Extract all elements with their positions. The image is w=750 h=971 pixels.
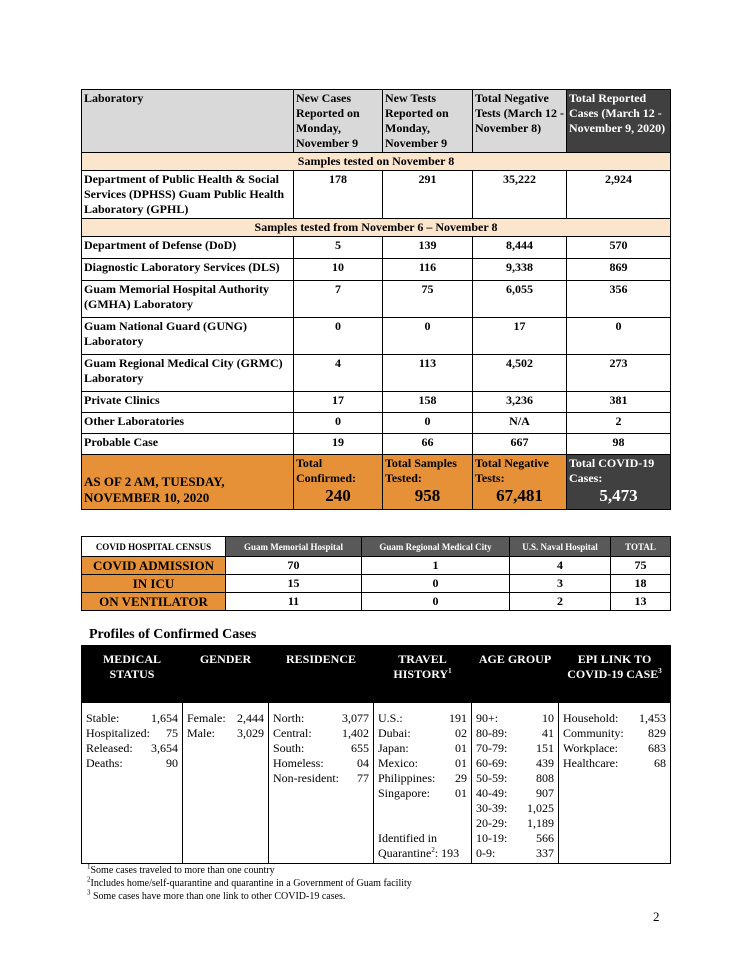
table-row <box>82 434 671 455</box>
header-residence: RESIDENCE <box>269 646 374 703</box>
total-confirmed-value: 240 <box>325 486 351 505</box>
footnote: $^1$Some cases traveled to more than one country <box>87 862 275 876</box>
epi-header-text: EPI LINK TO COVID-19 CASE <box>567 652 659 681</box>
total-cases-label: Total COVID-19 Cases: <box>569 456 655 485</box>
travel-history-cell <box>374 703 472 864</box>
total-samples-value: 958 <box>414 486 441 505</box>
header-travel-history <box>374 646 472 703</box>
quarantine-line1: Identified in <box>378 831 437 845</box>
laboratory-table <box>81 89 671 510</box>
lab-table-header <box>82 90 671 153</box>
lab-name: Guam Regional Medical City (GRMC) Laboratory <box>82 355 294 392</box>
totals-row <box>82 455 671 510</box>
list-item: 20-29: 1,189 <box>476 816 554 830</box>
new-cases-cell: 5 <box>294 237 383 259</box>
header-new-cases: New Cases Reported on Monday, November 9 <box>294 90 383 153</box>
list-item: Japan: 01 <box>378 741 467 755</box>
table-row <box>82 237 671 259</box>
table-row <box>82 355 671 392</box>
list-item: 40-49: 907 <box>476 786 554 800</box>
age-group-cell <box>472 703 559 864</box>
list-item: Homeless: 04 <box>273 756 369 770</box>
list-item: Healthcare: 68 <box>563 756 666 770</box>
page-number: 2 <box>653 909 660 924</box>
list-item: Male: 3,029 <box>187 726 264 740</box>
list-item: 80-89: 41 <box>476 726 554 740</box>
reported-cases-cell: 381 <box>567 392 671 413</box>
list-item: Mexico: 01 <box>378 756 467 770</box>
new-tests-cell: 158 <box>383 392 473 413</box>
table-row <box>82 318 671 355</box>
header-epi-link <box>559 646 671 703</box>
hospital-census-table <box>81 536 671 611</box>
list-item: Philippines: 29 <box>378 771 467 785</box>
list-item: 30-39: 1,025 <box>476 801 554 815</box>
profiles-title: Profiles of Confirmed Cases <box>89 627 257 642</box>
epi-link-cell <box>559 703 671 864</box>
reported-cases-cell: 869 <box>567 259 671 281</box>
census-row <box>82 557 671 575</box>
census-header <box>82 537 671 557</box>
negative-tests-cell: 3,236 <box>473 392 567 413</box>
medical-status-cell <box>82 703 183 864</box>
new-tests-cell: 113 <box>383 355 473 392</box>
reported-cases-cell: 2 <box>567 413 671 434</box>
as-of-date: AS OF 2 AM, TUESDAY, NOVEMBER 10, 2020 <box>82 455 294 510</box>
reported-cases-cell: 273 <box>567 355 671 392</box>
total-cases <box>567 455 671 510</box>
census-cell: 75 <box>611 557 671 575</box>
table-row <box>82 392 671 413</box>
census-row <box>82 575 671 593</box>
negative-tests-cell: 17 <box>473 318 567 355</box>
negative-tests-cell: 4,502 <box>473 355 567 392</box>
list-item: Released: 3,654 <box>86 741 178 755</box>
census-cell: 2 <box>510 593 611 611</box>
section-heading: Samples tested on November 8 <box>82 153 671 171</box>
census-header-grmc: Guam Regional Medical City <box>362 537 510 557</box>
new-cases-cell: 19 <box>294 434 383 455</box>
new-tests-cell: 116 <box>383 259 473 281</box>
list-item: Deaths: 90 <box>86 756 178 770</box>
census-header-usnh: U.S. Naval Hospital <box>510 537 611 557</box>
lab-name: Guam Memorial Hospital Authority (GMHA) Laboratory <box>82 281 294 318</box>
new-cases-cell: 10 <box>294 259 383 281</box>
census-cell: 3 <box>510 575 611 593</box>
header-total-negative: Total Negative Tests (March 12 - November 8) <box>473 90 567 153</box>
census-cell: 0 <box>362 593 510 611</box>
list-item: Household: 1,453 <box>563 711 666 725</box>
list-item: U.S.: 191 <box>378 711 467 725</box>
footnote: $^2$Includes home/self-quarantine and quarantine in a Government of Guam facility <box>87 875 412 889</box>
list-item: Workplace: 683 <box>563 741 666 755</box>
list-item: North: 3,077 <box>273 711 369 725</box>
census-title: COVID HOSPITAL CENSUS <box>82 537 226 557</box>
new-cases-cell: 0 <box>294 318 383 355</box>
reported-cases-cell: 98 <box>567 434 671 455</box>
list-item: Dubai: 02 <box>378 726 467 740</box>
new-cases-cell: 4 <box>294 355 383 392</box>
new-tests-cell: 0 <box>383 413 473 434</box>
list-item: 90+: 10 <box>476 711 554 725</box>
travel-header-text: TRAVEL HISTORY <box>393 652 449 681</box>
header-age-group: AGE GROUP <box>472 646 559 703</box>
census-cell: 18 <box>611 575 671 593</box>
new-cases-cell: 7 <box>294 281 383 318</box>
census-cell: 1 <box>362 557 510 575</box>
footnotes <box>87 864 412 903</box>
negative-tests-cell: 6,055 <box>473 281 567 318</box>
lab-name: Guam National Guard (GUNG) Laboratory <box>82 318 294 355</box>
list-item: 0-9: 337 <box>476 846 554 860</box>
table-row <box>82 413 671 434</box>
census-cell: 70 <box>226 557 362 575</box>
total-cases-value: 5,473 <box>599 486 638 505</box>
census-cell: 4 <box>510 557 611 575</box>
list-item: 50-59: 808 <box>476 771 554 785</box>
census-row-label: COVID ADMISSION <box>82 557 226 575</box>
lab-name: Probable Case <box>82 434 294 455</box>
list-item: South: 655 <box>273 741 369 755</box>
total-negative <box>473 455 567 510</box>
total-confirmed <box>294 455 383 510</box>
list-item: Central: 1,402 <box>273 726 369 740</box>
list-item: Singapore: 01 <box>378 786 467 800</box>
census-row-label: ON VENTILATOR <box>82 593 226 611</box>
new-tests-cell: 0 <box>383 318 473 355</box>
residence-cell <box>269 703 374 864</box>
census-cell: 13 <box>611 593 671 611</box>
lab-name: Diagnostic Laboratory Services (DLS) <box>82 259 294 281</box>
lab-name: Private Clinics <box>82 392 294 413</box>
census-row-label: IN ICU <box>82 575 226 593</box>
quarantine-line2: Quarantine$^2$: 193 <box>378 846 460 860</box>
new-tests-cell: 66 <box>383 434 473 455</box>
census-cell: 0 <box>362 575 510 593</box>
census-cell: 15 <box>226 575 362 593</box>
total-samples <box>383 455 473 510</box>
census-header-total: TOTAL <box>611 537 671 557</box>
negative-tests-cell: 9,338 <box>473 259 567 281</box>
table-row <box>82 171 671 219</box>
profiles-body <box>82 703 671 864</box>
total-negative-value: 67,481 <box>496 486 543 505</box>
list-item: Non-resident: 77 <box>273 771 369 785</box>
footnote-ref: 3 <box>658 667 662 675</box>
reported-cases-cell: 570 <box>567 237 671 259</box>
negative-tests-cell: 35,222 <box>473 171 567 219</box>
profiles-header <box>82 646 671 703</box>
header-laboratory: Laboratory <box>82 90 294 153</box>
lab-name: Other Laboratories <box>82 413 294 434</box>
census-header-gmh: Guam Memorial Hospital <box>226 537 362 557</box>
total-confirmed-label: Total Confirmed: <box>296 456 356 485</box>
census-row <box>82 593 671 611</box>
header-gender: GENDER <box>183 646 269 703</box>
list-item: 10-19: 566 <box>476 831 554 845</box>
new-cases-cell: 17 <box>294 392 383 413</box>
list-item: 70-79: 151 <box>476 741 554 755</box>
gender-cell <box>183 703 269 864</box>
footnote: $^3$ Some cases have more than one link to other COVID-19 cases. <box>87 888 346 902</box>
header-medical-status: MEDICAL STATUS <box>82 646 183 703</box>
header-total-reported: Total Reported Cases (March 12 - November 9, 2020) <box>567 90 671 153</box>
footnote-ref: 2 <box>431 846 435 854</box>
section-heading: Samples tested from November 6 – November 8 <box>82 219 671 237</box>
reported-cases-cell: 0 <box>567 318 671 355</box>
census-cell: 11 <box>226 593 362 611</box>
new-tests-cell: 291 <box>383 171 473 219</box>
total-samples-label: Total Samples Tested: <box>385 456 457 485</box>
list-item: Community: 829 <box>563 726 666 740</box>
list-item: Stable: 1,654 <box>86 711 178 725</box>
list-item: Hospitalized: 75 <box>86 726 178 740</box>
reported-cases-cell: 356 <box>567 281 671 318</box>
table-row <box>82 281 671 318</box>
list-item: Female: 2,444 <box>187 711 264 725</box>
negative-tests-cell: N/A <box>473 413 567 434</box>
header-new-tests: New Tests Reported on Monday, November 9 <box>383 90 473 153</box>
new-tests-cell: 139 <box>383 237 473 259</box>
total-negative-label: Total Negative Tests: <box>475 456 549 485</box>
negative-tests-cell: 8,444 <box>473 237 567 259</box>
lab-name: Department of Defense (DoD) <box>82 237 294 259</box>
negative-tests-cell: 667 <box>473 434 567 455</box>
profiles-table <box>81 645 671 864</box>
new-tests-cell: 75 <box>383 281 473 318</box>
table-row <box>82 259 671 281</box>
lab-name: Department of Public Health & Social Services (DPHSS) Guam Public Health Laboratory (GPHL) <box>82 171 294 219</box>
new-cases-cell: 0 <box>294 413 383 434</box>
list-item: 60-69: 439 <box>476 756 554 770</box>
footnote-ref: 1 <box>448 667 452 675</box>
reported-cases-cell: 2,924 <box>567 171 671 219</box>
new-cases-cell: 178 <box>294 171 383 219</box>
